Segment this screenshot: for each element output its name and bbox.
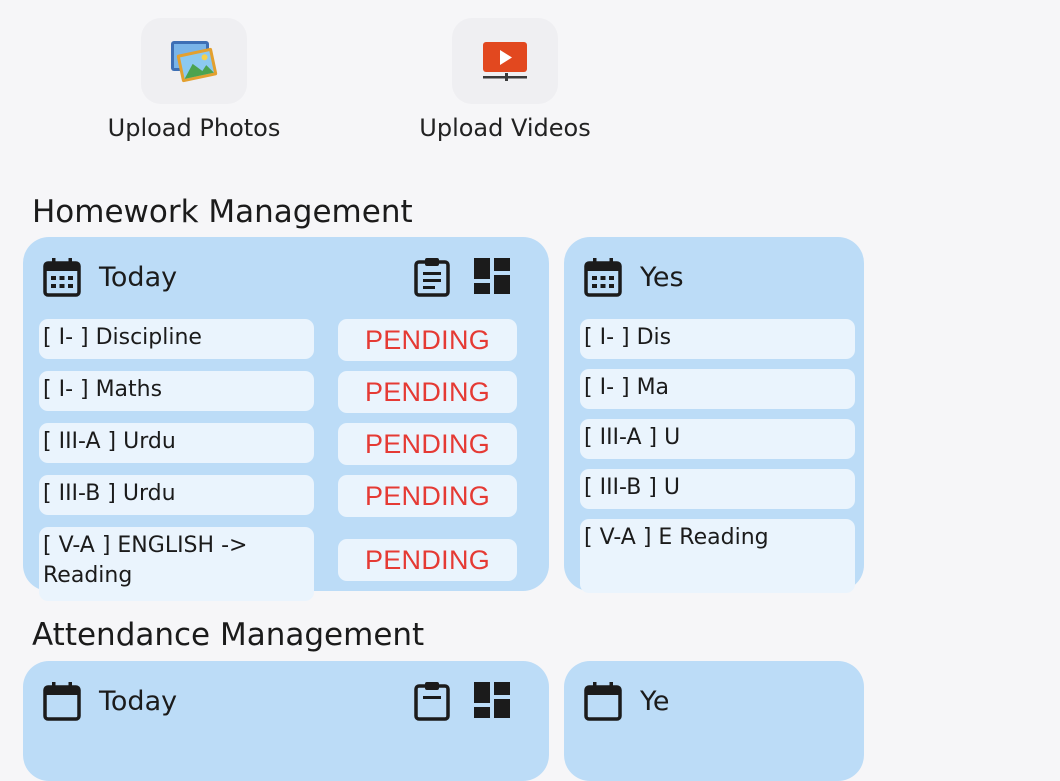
card-header bbox=[43, 257, 177, 297]
homework-subject: [ I- ] Discipline bbox=[39, 319, 314, 359]
calendar-icon bbox=[43, 257, 81, 297]
homework-card-today[interactable] bbox=[23, 237, 549, 591]
card-header bbox=[584, 681, 670, 721]
status-badge[interactable]: PENDING bbox=[338, 423, 517, 465]
status-badge[interactable]: PENDING bbox=[338, 539, 517, 581]
card-actions bbox=[413, 257, 511, 297]
card-actions bbox=[413, 681, 511, 721]
clipboard-icon[interactable] bbox=[413, 681, 451, 721]
homework-list bbox=[580, 319, 1060, 573]
homework-section-title: Homework Management bbox=[32, 194, 413, 230]
status-badge[interactable]: PENDING bbox=[338, 371, 517, 413]
attendance-card-yesterday[interactable] bbox=[564, 661, 864, 781]
card-title: Ye bbox=[640, 685, 670, 717]
homework-subject: [ III-B ] Urdu bbox=[39, 475, 314, 515]
list-item[interactable] bbox=[580, 369, 1060, 409]
dashboard-icon[interactable] bbox=[473, 681, 511, 721]
upload-photos-label: Upload Photos bbox=[107, 114, 281, 142]
calendar-icon bbox=[584, 681, 622, 721]
upload-videos-button[interactable] bbox=[452, 18, 558, 104]
video-icon bbox=[481, 40, 529, 82]
attendance-card-today[interactable] bbox=[23, 661, 549, 781]
list-item[interactable] bbox=[39, 527, 519, 601]
list-item[interactable] bbox=[580, 419, 1060, 459]
card-title: Today bbox=[99, 685, 178, 717]
homework-subject: [ III-A ] U bbox=[580, 419, 855, 459]
calendar-icon bbox=[584, 257, 622, 297]
calendar-icon bbox=[43, 681, 81, 721]
list-item[interactable] bbox=[580, 319, 1060, 359]
homework-list bbox=[39, 319, 519, 588]
dashboard-icon[interactable] bbox=[473, 257, 511, 297]
homework-subject: [ I- ] Maths bbox=[39, 371, 314, 411]
upload-photos-button[interactable] bbox=[141, 18, 247, 104]
photos-icon bbox=[169, 39, 219, 83]
list-item[interactable] bbox=[39, 423, 519, 465]
card-header bbox=[584, 257, 684, 297]
status-badge[interactable]: PENDING bbox=[338, 319, 517, 361]
attendance-section-title: Attendance Management bbox=[32, 617, 425, 653]
homework-card-yesterday[interactable] bbox=[564, 237, 864, 591]
upload-videos-label: Upload Videos bbox=[419, 114, 591, 142]
list-item[interactable] bbox=[580, 469, 1060, 509]
clipboard-icon[interactable] bbox=[413, 257, 451, 297]
homework-subject: [ I- ] Ma bbox=[580, 369, 855, 409]
list-item[interactable] bbox=[39, 371, 519, 413]
homework-subject: [ III-B ] U bbox=[580, 469, 855, 509]
card-title: Today bbox=[99, 261, 178, 293]
homework-subject: [ V-A ] ENGLISH -> Reading bbox=[39, 527, 314, 601]
list-item[interactable] bbox=[39, 319, 519, 361]
list-item[interactable] bbox=[39, 475, 519, 517]
status-badge[interactable]: PENDING bbox=[338, 475, 517, 517]
homework-subject: [ V-A ] E Reading bbox=[580, 519, 855, 593]
card-title: Yes bbox=[640, 261, 684, 293]
card-header bbox=[43, 681, 177, 721]
list-item[interactable] bbox=[580, 519, 1060, 593]
homework-subject: [ III-A ] Urdu bbox=[39, 423, 314, 463]
homework-subject: [ I- ] Dis bbox=[580, 319, 855, 359]
